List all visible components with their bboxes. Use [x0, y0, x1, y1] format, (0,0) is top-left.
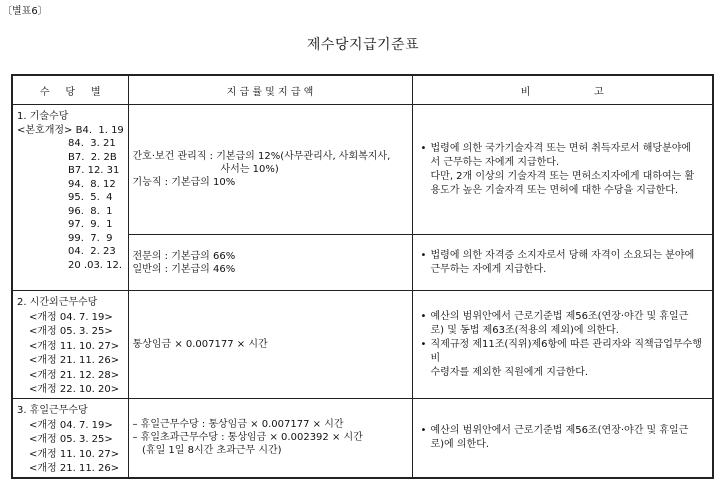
history-date: 20 .03. 12. — [68, 259, 123, 271]
cell-rate-holiday — [128, 399, 412, 478]
history-date: B7. 2. 2B — [68, 151, 117, 163]
header-allowance-type: 수 당 별 — [12, 75, 128, 105]
history-date: 96. 8. 1 — [68, 205, 113, 217]
remark-line: 직제규정 제11조(직위)제6항에 따른 관리자와 직책급업무수행비 — [430, 338, 702, 364]
history-date: 04. 2. 23 — [68, 246, 116, 257]
bullet-icon: • — [420, 424, 427, 436]
remark-line: 다만, 2개 이상의 기술자격 또는 면허소지자에게 대하여는 활 — [430, 170, 695, 182]
cell-remarks-overtime — [412, 291, 713, 399]
history-date: <개정 04. 7. 19> — [29, 419, 113, 431]
remark-line: 서 근무하는 자에게 지급한다. — [430, 156, 560, 168]
cell-remarks-holiday — [412, 399, 713, 478]
history-date: <개정 22. 10. 20> — [29, 384, 120, 395]
section-name: 1. 기술수당 — [17, 111, 69, 122]
header-rate: 지 급 률 및 지 급 액 — [128, 75, 412, 105]
rate-line: – 휴일근무수당 : 통상임금 × 0.007177 × 시간 — [132, 419, 344, 431]
history-date: 94. 8. 12 — [68, 178, 116, 190]
remark-line: 로) 및 동법 제63조(적용의 제외)에 의한다. — [430, 324, 619, 336]
rate-line: 기능직 : 기본급의 10% — [132, 177, 236, 188]
bullet-icon: • — [420, 142, 427, 154]
remark-line: 예산의 범위안에서 근로기준법 제56조(연장·야간 및 휴일근 — [430, 310, 689, 322]
cell-rate-tech-b — [128, 235, 412, 291]
remark-line: 근무하는 자에게 지급한다. — [430, 263, 547, 275]
rate-line: 전문의 : 기본급의 66% — [132, 250, 236, 262]
history-date: 97. 9. 1 — [68, 219, 113, 230]
cell-tech-allowance — [12, 105, 128, 291]
remark-line: 예산의 범위안에서 근로기준법 제56조(연장·야간 및 휴일근 — [430, 424, 689, 436]
row-overtime-allowance — [12, 291, 713, 399]
rate-line: 사서는 10%) — [220, 164, 279, 175]
row-tech-allowance-a — [12, 105, 713, 235]
history-date: <개정 21. 12. 28> — [29, 369, 120, 381]
page-title: 제수당지급기준표 — [306, 37, 420, 53]
remark-line: 로)에 의한다. — [430, 438, 490, 450]
rate-line: 일반의 : 기본급의 46% — [132, 263, 236, 275]
history-date: 99. 7. 9 — [68, 232, 113, 244]
rate-line: (휴일 1일 8시간 초과근무 시간) — [132, 445, 282, 457]
bullet-icon: • — [420, 249, 427, 261]
history-date: <개정 05. 3. 25> — [29, 326, 113, 337]
cell-rate-tech-a — [128, 105, 412, 235]
rate-line: – 휴일초과근무수당 : 통상임금 × 0.002392 × 시간 — [132, 432, 363, 444]
cell-overtime-allowance — [12, 291, 128, 399]
history-date: <개정 11. 10. 27> — [29, 448, 120, 460]
remark-line: 용도가 높은 기술자격 또는 면허에 대한 수당을 지급한다. — [430, 184, 679, 196]
allowance-table — [11, 74, 714, 479]
section-name: 3. 휴일근무수당 — [17, 405, 88, 416]
rate-line: 간호·보건 관리직 : 기본급의 12%(사무관리사, 사회복지사, — [132, 151, 391, 162]
rate-line: 통상임금 × 0.007177 × 시간 — [132, 339, 268, 350]
section-name: 2. 시간외근무수당 — [17, 297, 98, 308]
appendix-tag: 〔별표6〕 — [2, 6, 48, 17]
history-date: <개정 21. 11. 26> — [29, 355, 120, 366]
cell-remarks-tech-a — [412, 105, 713, 235]
bullet-icon: • — [420, 310, 427, 322]
history-date: <개정 05. 3. 25> — [29, 434, 113, 445]
row-holiday-allowance — [12, 399, 713, 478]
remark-line: 법령에 의한 자격증 소지자로서 당해 자격이 소요되는 분야에 — [430, 249, 695, 261]
remark-line: 법령에 의한 국가기술자격 또는 면허 취득자로서 해당분야에 — [430, 142, 692, 154]
remark-line: 수령자를 제외한 직원에게 지급한다. — [430, 366, 589, 378]
cell-remarks-tech-b — [412, 235, 713, 291]
bullet-icon: • — [420, 338, 427, 350]
header-remarks: 비 고 — [412, 75, 713, 105]
history-date: <개정 04. 7. 19> — [29, 311, 113, 323]
history-label: <본호개정> B4. 1. 19 — [17, 124, 124, 136]
history-date: B7. 12. 31 — [68, 165, 120, 176]
history-date: 95. 5. 4 — [68, 192, 113, 203]
history-date: <개정 21. 11. 26> — [29, 463, 120, 474]
header-row — [12, 75, 713, 105]
history-date: 84. 3. 21 — [68, 138, 116, 149]
history-date: <개정 11. 10. 27> — [29, 340, 120, 352]
cell-rate-overtime — [128, 291, 412, 399]
cell-holiday-allowance — [12, 399, 128, 478]
